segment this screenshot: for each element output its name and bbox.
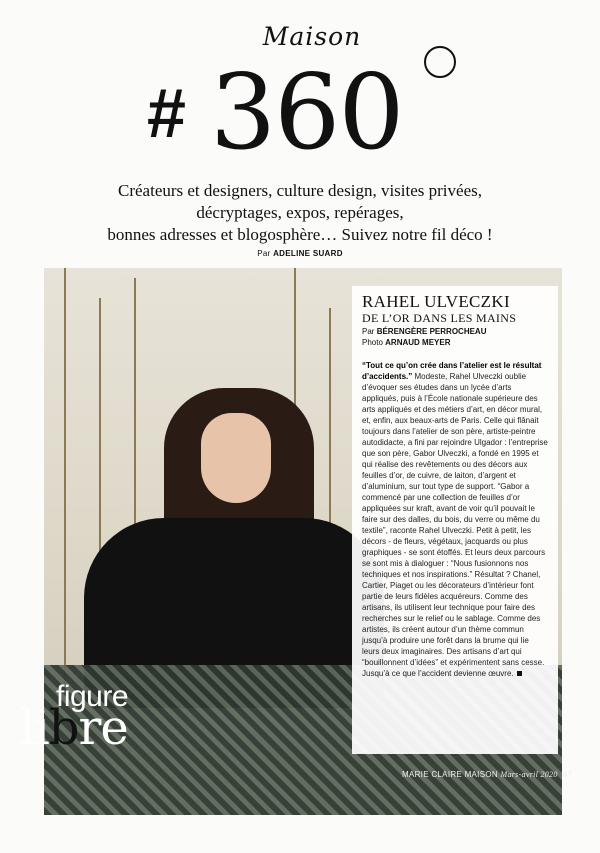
stamp-part: li xyxy=(20,700,49,756)
footer-magazine: MARIE CLAIRE MAISON xyxy=(402,770,498,779)
article-author xyxy=(362,326,548,337)
intro-line: bonnes adresses et blogosphère… Suivez notre fil déco ! xyxy=(107,225,493,244)
article-title: RAHEL ULVECZKI xyxy=(362,292,510,311)
page-footer xyxy=(402,770,572,779)
intro-line: Créateurs et designers, culture design, visites privées, xyxy=(118,181,482,200)
masthead-number: 360 xyxy=(210,51,403,173)
section-stamp-libre xyxy=(20,700,128,756)
article-body xyxy=(362,360,548,679)
magazine-brand-logo: Maison xyxy=(262,22,362,51)
byline-author: ADELINE SUARD xyxy=(273,249,343,258)
article-panel xyxy=(352,286,558,754)
stamp-part: re xyxy=(78,700,128,756)
article-quote: “Tout ce qu’on crée dans l’atelier est le résultat d’accidents.” xyxy=(362,361,542,381)
footer-issue: Mars-avril 2020 xyxy=(500,770,558,779)
end-mark-icon xyxy=(517,671,522,676)
degree-icon xyxy=(424,46,456,78)
photo-prefix: Photo xyxy=(362,338,383,347)
article-photo-credit xyxy=(362,337,548,348)
article-body-text: Modeste, Rahel Ulveczki oublie d’évoquer ses études dans un lycée d’arts appliqués, puis à l’École nationale supérieure des arts appliqués et des métiers d’art, en décor mural, et, enfin, aux beaux-arts de Paris. Celle qui flânait toujours dans l’atelier de son père, artiste-peintre autodidacte, a fini par rejoindre Ulgador : l’entreprise que son père, Gabor Ulveczki, a fondé en 1995 et qui réalise des revêtements ou des décors aux feuilles d’or, de cuivre, de laiton, d’argent et d’aluminium, sur tout type de support. “Gabor a commencé par une collection de feuilles d’or appliquées sur kraft, avant de voir qu’il pouvait le faire sur des dalles, du bois, du verre ou même du textile”, raconte Rahel Ulveczki. Petit à petit, les décors - de fleurs, végétaux, jacquards ou plus graphiques - se sont étoffés. Et leurs deux parcours se sont mis à dialoguer : “Nous fusionnons nos techniques et nos inspirations.” Résultat ? Chanel, Cartier, Piaget ou les décorateurs d’intérieur font partie de leurs fidèles acquéreurs. Comme des artisans, ils utilisent leur technique pour faire des recherches sur le relief ou le sablage. Comme des artistes, ils créent autour d’un thème commun jusqu’à produire une forêt dans la brume qui lie leurs deux imaginaires. Des artisans d’art qui “bouillonnent d’idées” et expérimentent sans cesse. Jusqu’à ce que l’accident devienne œuvre. xyxy=(362,372,548,678)
article-subtitle: DE L’OR DANS LES MAINS xyxy=(362,311,517,325)
author-prefix: Par xyxy=(362,327,375,336)
photographer-name: ARNAUD MEYER xyxy=(385,338,451,347)
intro-text xyxy=(60,180,540,246)
intro-line: décryptages, expos, repérages, xyxy=(196,203,404,222)
section-stamp-figure: figure xyxy=(56,680,129,713)
author-name: BÉRENGÈRE PERROCHEAU xyxy=(376,327,487,336)
page-number: 47 xyxy=(562,770,573,779)
byline-prefix: Par xyxy=(257,249,271,258)
stamp-part-dark: b xyxy=(48,700,79,756)
section-byline xyxy=(60,249,540,258)
masthead-hash: # xyxy=(147,74,186,152)
